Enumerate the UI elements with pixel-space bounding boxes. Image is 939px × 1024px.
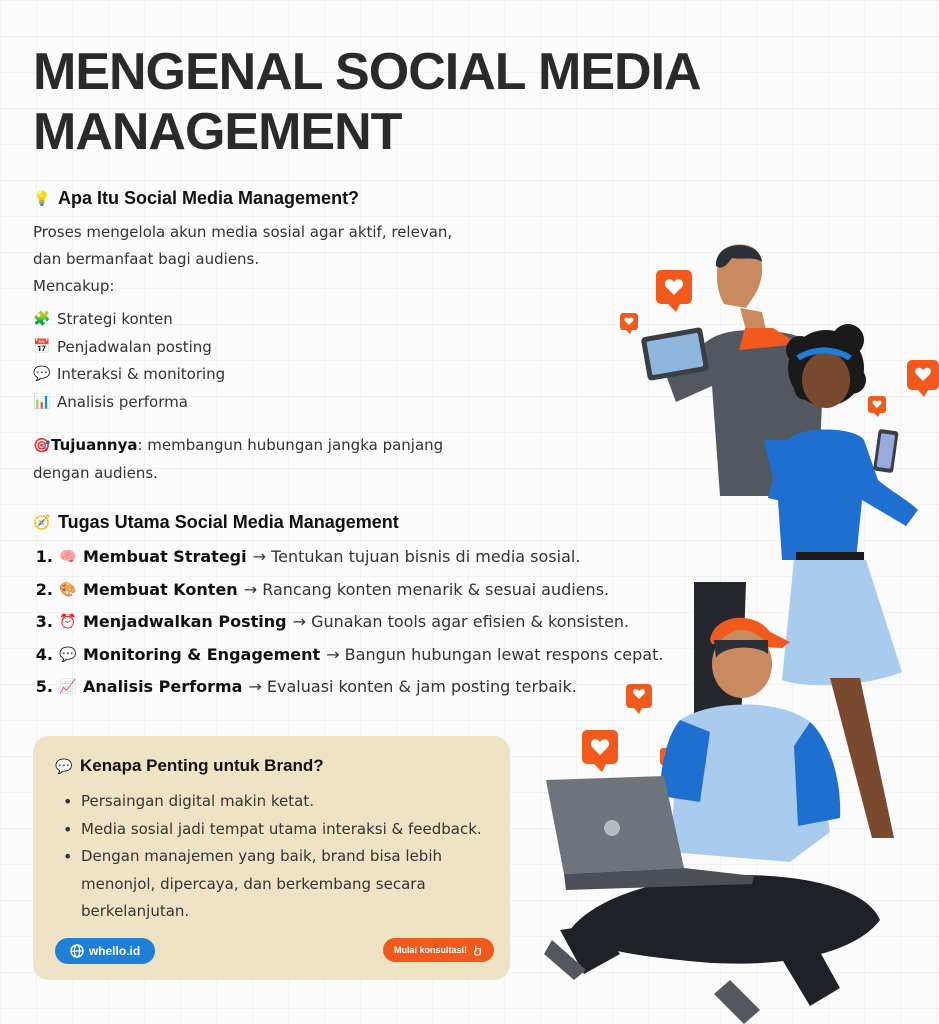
calendar-icon: 📅 [33,338,51,355]
alarm-clock-icon: ⏰ [59,614,77,630]
speech-bubble-icon: 💬 [55,757,73,774]
list-item-label: Analisis performa [57,392,188,411]
task-label: Analisis Performa [83,677,243,696]
intro-line: dan bermanfaat bagi audiens. [33,250,260,268]
why-card [33,736,510,980]
list-item: • Media sosial jadi tempat utama interaksi & feedback. [63,816,503,844]
speech-bubble-icon: 💬 [59,646,77,663]
list-item: • Dengan manajemen yang baik, brand bisa lebih menonjol, dipercaya, dan berkembang secara berkelanjutan. [63,843,503,926]
task-text: → Tentukan tujuan bisnis di media sosial. [252,547,581,566]
globe-icon [70,944,84,958]
task-text: → Rancang konten menarik & sesuai audiens. [243,579,610,599]
consult-label: Mulai konsultasi! [393,945,467,955]
heart-notification-icon [582,730,618,772]
intro-heading [33,188,503,209]
website-label: whello.id [88,944,141,958]
heart-notification-icon [868,396,886,417]
heart-notification-icon [907,360,939,397]
task-number: 5. [35,677,53,696]
list-item-label: Penjadwalan posting [57,337,212,356]
hand-pointer-icon [472,945,483,956]
website-button[interactable] [55,938,155,964]
list-item-label: Interaksi & monitoring [57,365,226,383]
page-title: MENGENAL SOCIAL MEDIA MANAGEMENT [33,43,699,161]
task-number: 4. [35,644,53,664]
task-text: → Gunakan tools agar efisien & konsisten. [292,612,630,631]
list-item [33,389,503,417]
goal-label: Tujuannya [51,436,138,454]
task-text: → Evaluasi konten & jam posting terbaik. [248,677,577,696]
list-item-label: Strategi konten [57,310,173,328]
tasks-heading-text: Tugas Utama Social Media Management [58,512,399,532]
chart-increasing-icon: 📈 [59,679,77,695]
goal-statement [33,432,473,487]
task-text: → Bangun hubungan lewat respons cepat. [326,644,664,664]
task-number: 1. [35,547,53,566]
task-label: Menjadwalkan Posting [83,612,287,631]
task-label: Membuat Strategi [83,547,247,566]
list-item: • Persaingan digital makin ketat. [63,788,503,816]
brain-icon: 🧠 [59,549,77,565]
target-icon: 🎯 [33,438,51,454]
covers-list [33,306,503,416]
compass-icon: 🧭 [33,514,51,530]
bar-chart-icon: 📊 [33,393,51,410]
goal-text: : membangun hubungan jangka panjang dengan audiens. [33,436,444,482]
why-heading-text: Kenapa Penting untuk Brand? [80,756,324,775]
intro-heading-text: Apa Itu Social Media Management? [58,188,360,208]
task-number: 3. [35,612,53,631]
list-item [33,361,503,389]
people-illustration [530,240,939,1024]
list-item [33,334,503,362]
palette-icon: 🎨 [59,581,77,598]
consult-button[interactable] [383,938,494,962]
task-label: Membuat Konten [83,579,238,599]
list-item [33,306,503,334]
intro-description [33,219,503,300]
why-heading [55,756,324,776]
why-list [63,788,503,926]
speech-bubble-icon: 💬 [33,366,51,382]
task-label: Monitoring & Engagement [83,644,321,664]
intro-line: Proses mengelola akun media sosial agar aktif, relevan, [33,223,453,241]
task-number: 2. [35,579,53,599]
intro-line: Mencakup: [33,277,115,295]
heart-notification-icon [656,270,692,312]
heart-notification-icon [620,313,638,334]
lightbulb-icon: 💡 [33,190,51,206]
intro-section [33,188,503,416]
heart-notification-icon [626,684,652,714]
puzzle-icon: 🧩 [33,311,51,327]
